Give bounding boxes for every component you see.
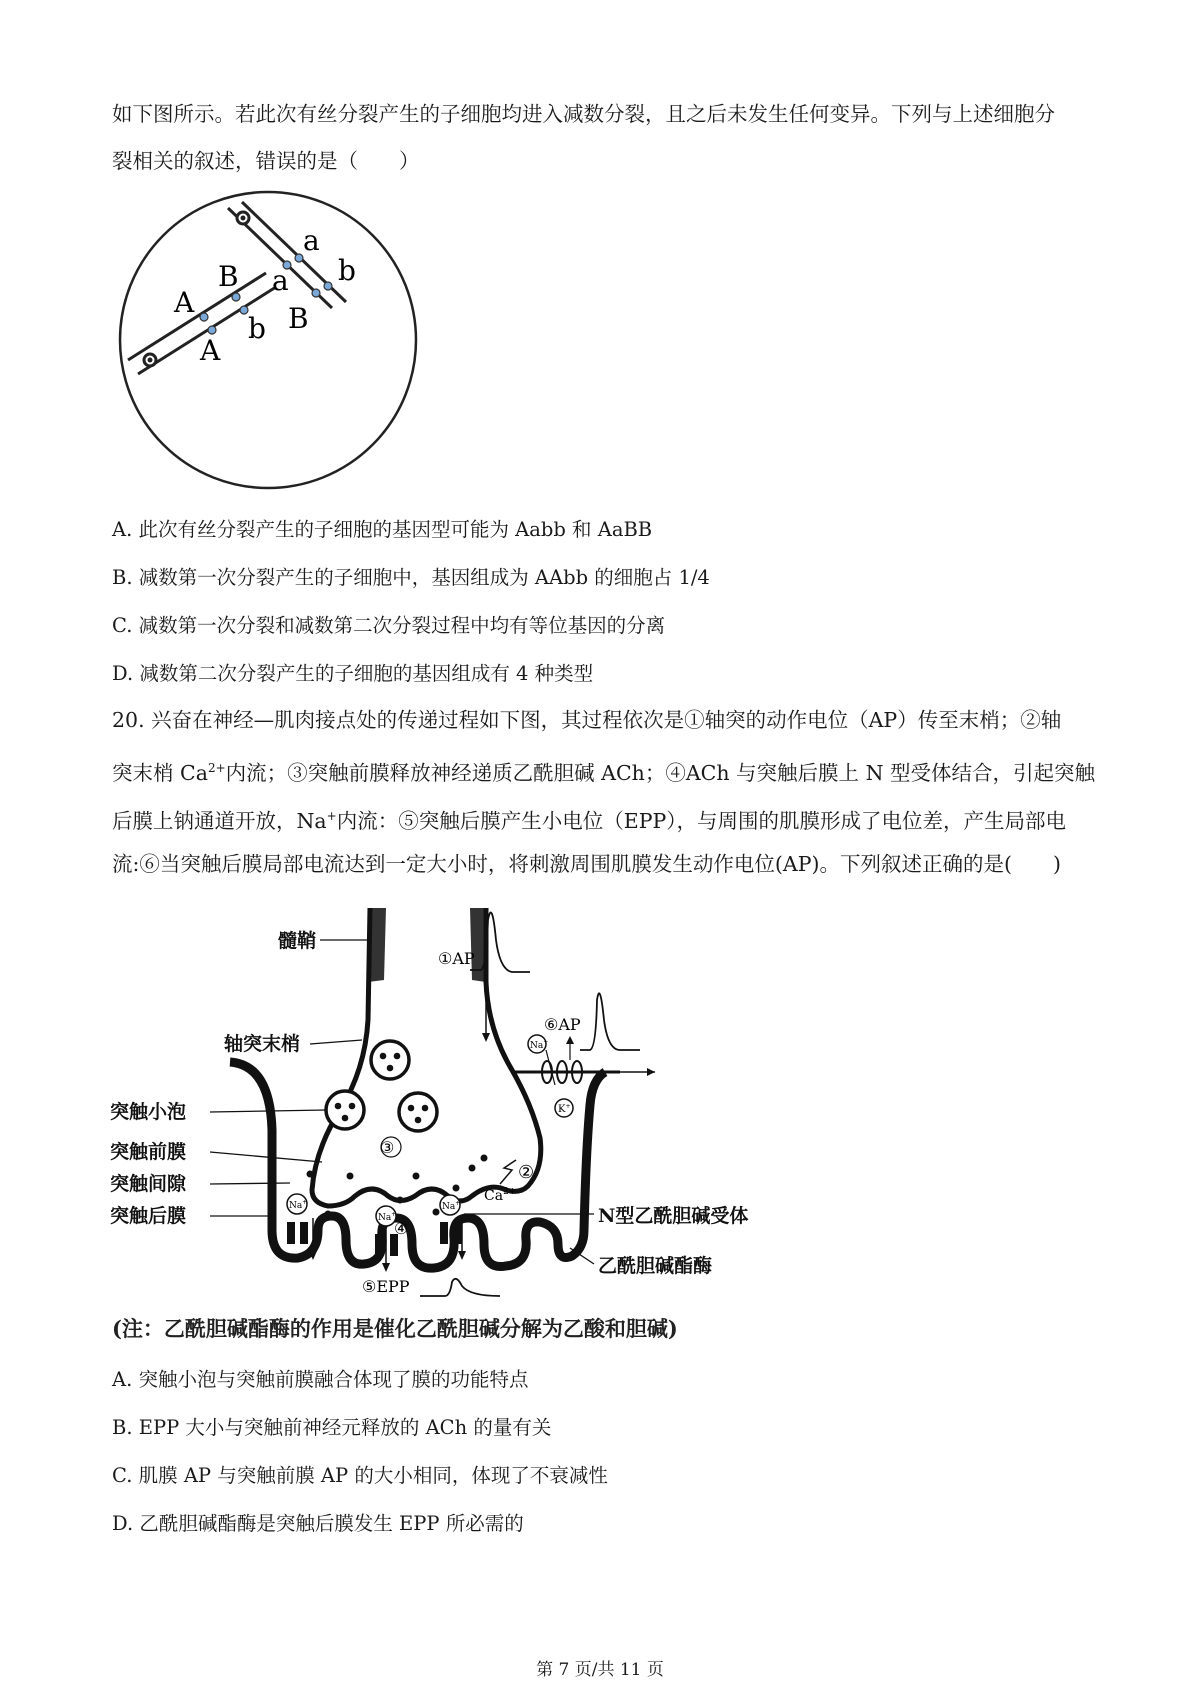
cell-outline <box>120 192 416 488</box>
svg-text:Na+: Na+ <box>442 1200 461 1212</box>
q20-note: (注：乙酰胆碱酯酶的作用是催化乙酰胆碱分解为乙酸和胆碱) <box>112 1316 678 1341</box>
gene-label-b1: b <box>248 312 266 345</box>
gene-label-a2: a <box>272 264 289 297</box>
q19-intro-line2: 裂相关的叙述，错误的是（ ） <box>112 149 420 173</box>
n-receptor <box>287 1222 295 1244</box>
q20-option-a: A. 突触小泡与突触前膜融合体现了膜的功能特点 <box>112 1368 529 1391</box>
epp-trace <box>420 1279 500 1296</box>
label-ap1: ①AP <box>438 949 475 968</box>
step2-label: ② <box>518 1162 535 1183</box>
svg-text:K+: K+ <box>558 1103 571 1115</box>
gene-dot <box>324 282 332 290</box>
page-footer: 第 7 页/共 11 页 <box>536 1660 664 1680</box>
chromatid-lower-1 <box>128 273 266 360</box>
gene-label-A2: A <box>200 334 221 367</box>
q20-option-b: B. EPP 大小与突触前神经元释放的 ACh 的量有关 <box>112 1416 552 1439</box>
q19-intro-line1: 如下图所示。若此次有丝分裂产生的子细胞均进入减数分裂，且之后未发生任何变异。下列与上述细胞分 <box>112 102 1055 126</box>
q20-line3: 后膜上钠通道开放，Na+内流：⑤突触后膜产生小电位（EPP），与周围的肌膜形成了电位差，产生局部电 <box>112 808 1067 833</box>
q20-line4: 流:⑥当突触后膜局部电流达到一定大小时，将刺激周围肌膜发生动作电位(AP)。下列叙述正确的是( ) <box>112 852 1061 876</box>
gene-dot <box>312 289 320 297</box>
gene-dot <box>208 326 216 334</box>
label-myelin: 髓鞘 <box>278 930 317 952</box>
q20-option-c: C. 肌膜 AP 与突触前膜 AP 的大小相同，体现了不衰减性 <box>112 1464 608 1487</box>
n-receptor <box>300 1222 308 1244</box>
svg-text:③: ③ <box>380 1138 395 1157</box>
step4-label: ④ <box>394 1219 409 1238</box>
label-ache: 乙酰胆碱酯酶 <box>598 1255 713 1277</box>
q19-option-a: A. 此次有丝分裂产生的子细胞的基因型可能为 Aabb 和 AaBB <box>112 518 653 541</box>
gene-dot <box>232 293 240 301</box>
ap-trace-6 <box>580 993 640 1050</box>
label-vesicle: 突触小泡 <box>110 1101 187 1123</box>
ca-label: $Ca^{2+}$ <box>484 1187 517 1204</box>
q19-option-d: D. 减数第二次分裂产生的子细胞的基因组成有 4 种类型 <box>112 662 594 685</box>
svg-text:Na+: Na+ <box>289 1199 308 1211</box>
gene-dot <box>240 306 248 314</box>
gene-label-A1: A <box>174 286 195 319</box>
synaptic-vesicle <box>399 1093 437 1131</box>
label-ap6: ⑥AP <box>544 1015 581 1034</box>
q20-line2: 突末梢 $Ca^{2+}$内流；③突触前膜释放神经递质乙酰胆碱 ACh；④ACh 与突触后膜上 N 型受体结合，引起突触 <box>112 760 1096 785</box>
gene-label-a1: a <box>303 224 320 257</box>
q20-option-d: D. 乙酰胆碱酯酶是突触后膜发生 EPP 所必需的 <box>112 1512 524 1535</box>
label-cleft: 突触间隙 <box>110 1173 187 1195</box>
epp-label: ⑤EPP <box>362 1277 410 1296</box>
label-n-receptor: N型乙酰胆碱受体 <box>598 1205 749 1227</box>
gene-label-B2: B <box>288 302 309 335</box>
label-postsynaptic: 突触后膜 <box>110 1205 187 1227</box>
synapse-diagram <box>100 900 860 1305</box>
gene-dot <box>200 313 208 321</box>
svg-text:Na+: Na+ <box>530 1039 549 1051</box>
axon-terminal-membrane <box>312 908 541 1206</box>
q19-option-c: C. 减数第一次分裂和减数第二次分裂过程中均有等位基因的分离 <box>112 614 666 637</box>
q20-line1: 20. 兴奋在神经—肌肉接点处的传递过程如下图，其过程依次是①轴突的动作电位（AP）传至末梢；②轴 <box>112 708 1062 732</box>
synaptic-vesicle <box>326 1091 364 1129</box>
label-presynaptic: 突触前膜 <box>110 1141 187 1163</box>
gene-label-b2: b <box>338 254 356 287</box>
n-receptor <box>454 1222 462 1244</box>
synaptic-vesicle <box>371 1041 409 1079</box>
label-axon-terminal: 轴突末梢 <box>224 1033 301 1055</box>
q19-option-b: B. 减数第一次分裂产生的子细胞中，基因组成为 AAbb 的细胞占 1/4 <box>112 566 710 589</box>
cell-diagram <box>100 190 440 500</box>
svg-text:Na+: Na+ <box>378 1211 397 1223</box>
gene-label-B1: B <box>218 260 239 293</box>
gene-dot <box>295 254 303 262</box>
n-receptor <box>440 1222 448 1244</box>
n-receptor <box>375 1234 383 1256</box>
